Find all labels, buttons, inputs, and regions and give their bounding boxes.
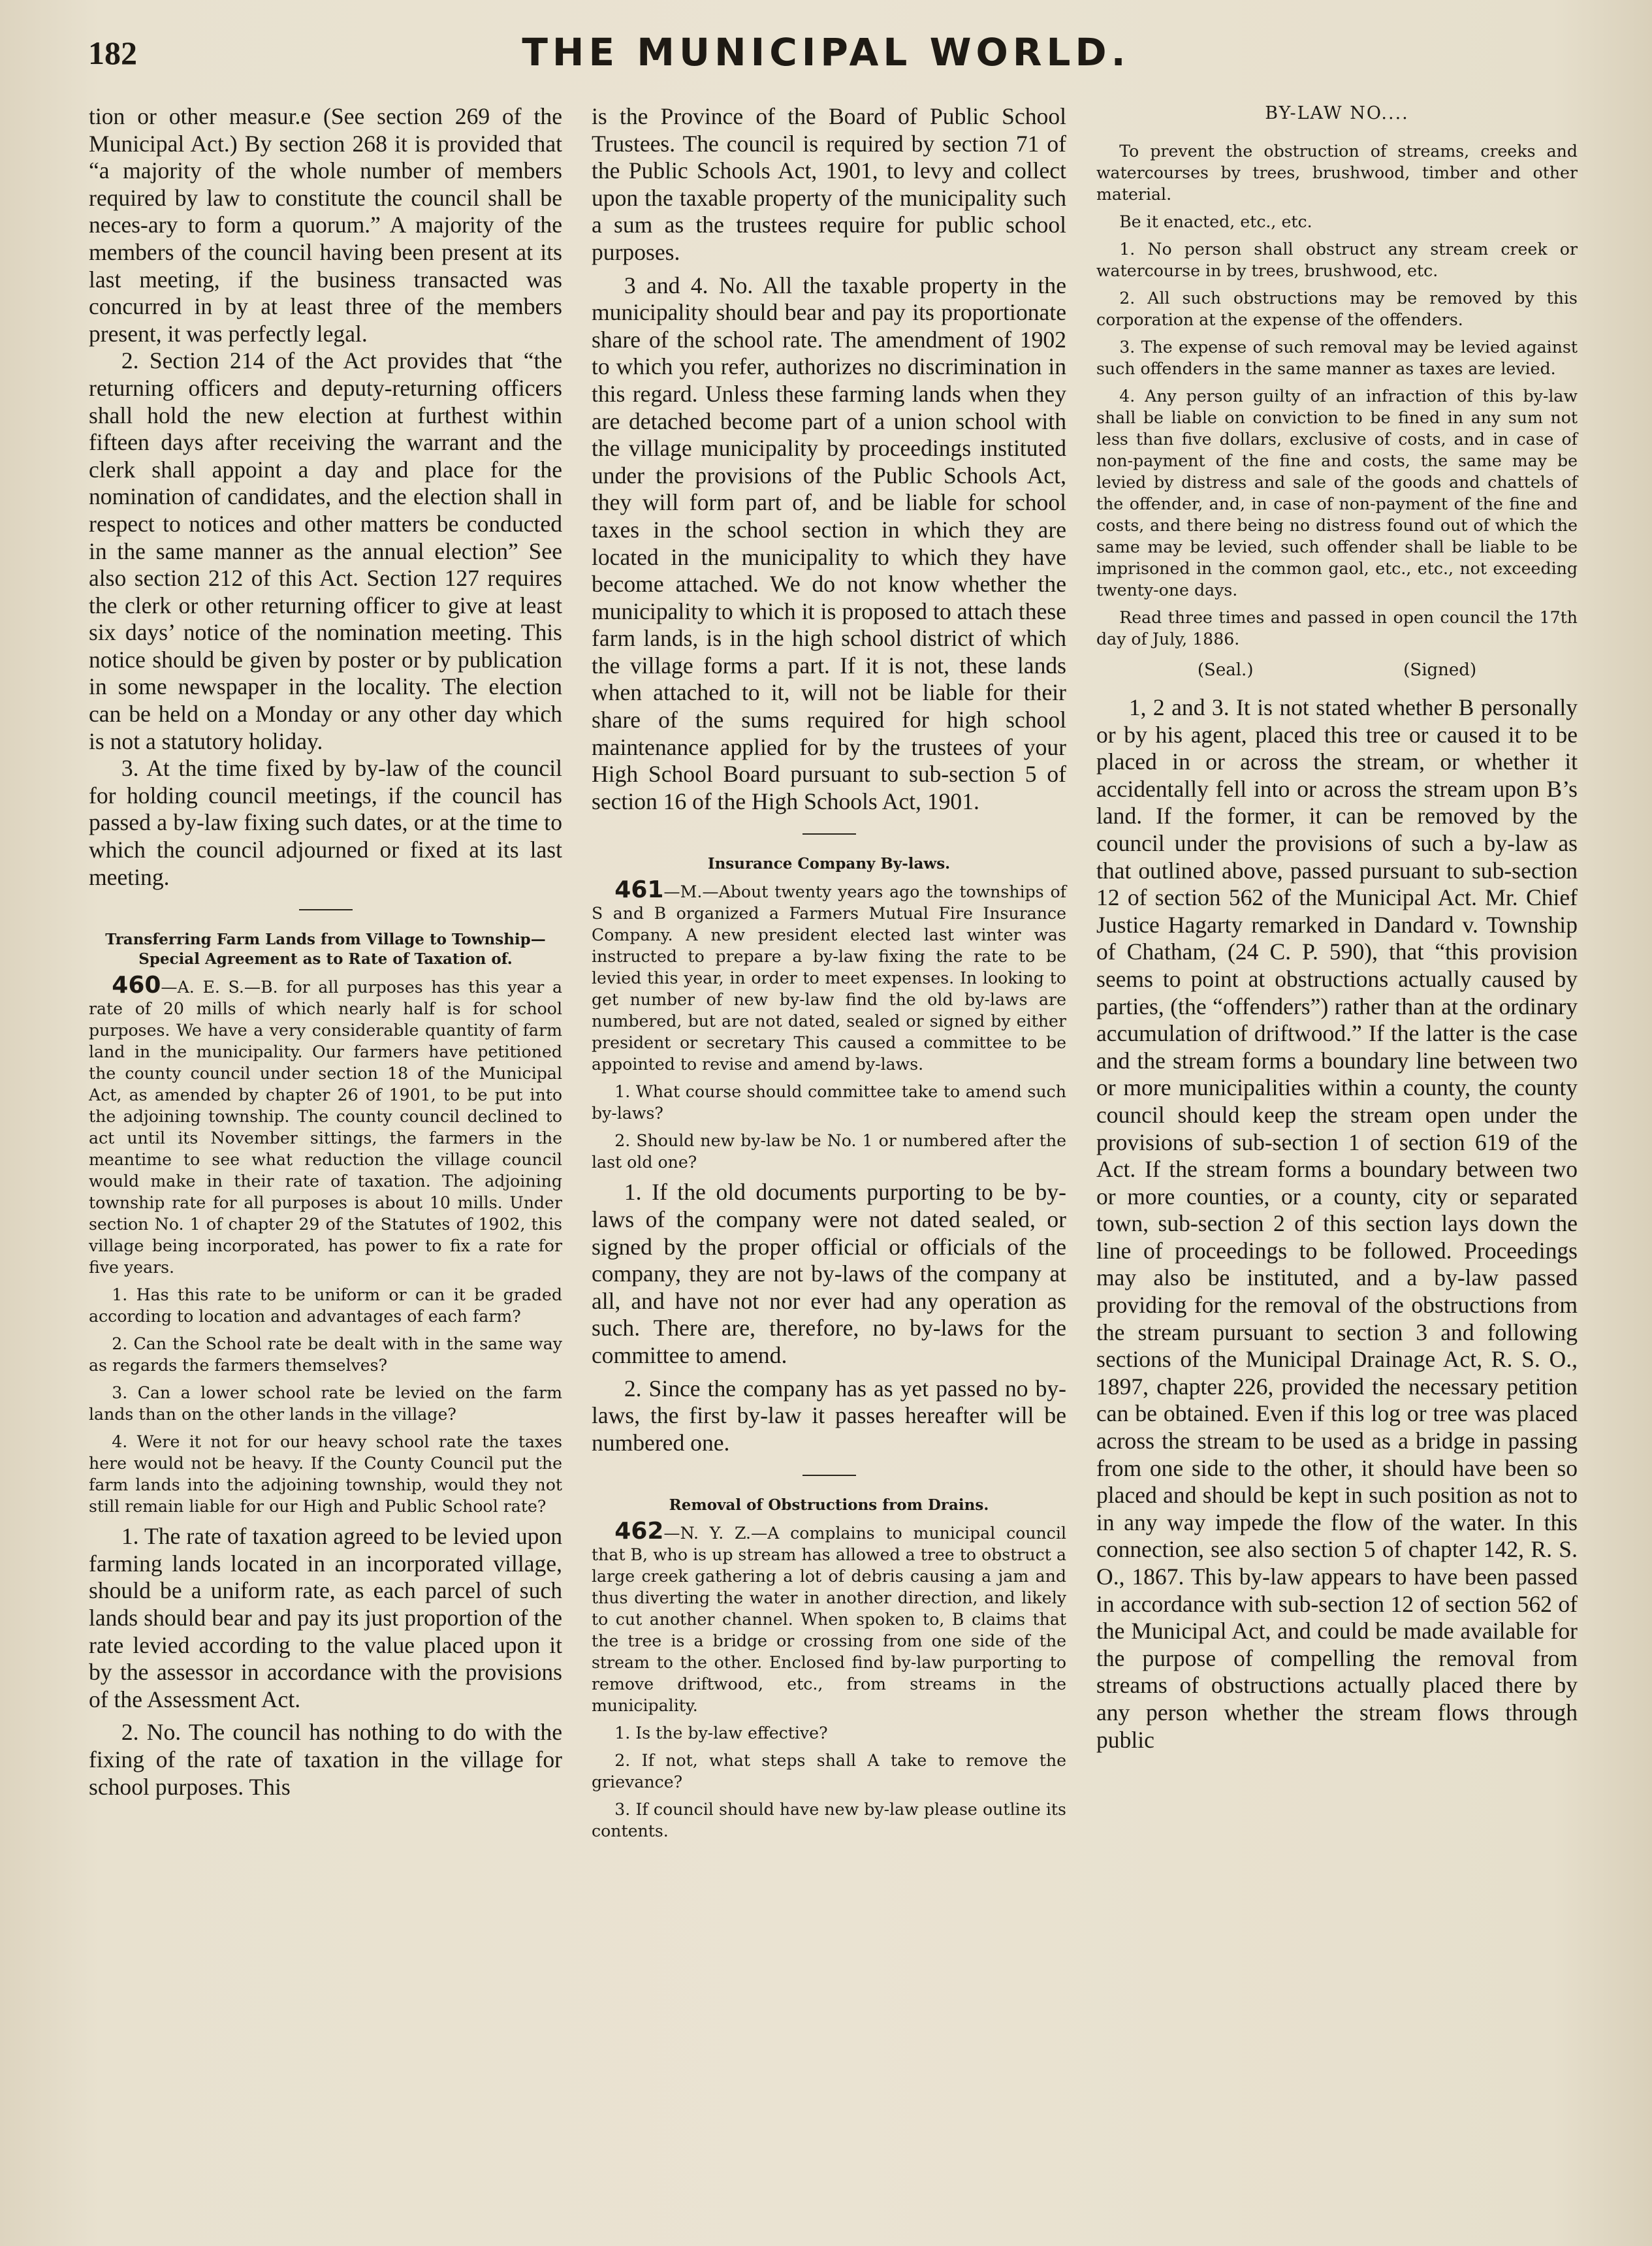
bylaw-read: Read three times and passed in open council the 17th day of July, 1886. — [1096, 608, 1578, 649]
signed-label: (Signed) — [1403, 660, 1477, 680]
question-number: 461 — [614, 876, 664, 904]
sub-question: 3. If council should have new by-law please outline its contents. — [592, 1800, 1066, 1841]
paragraph: tion or other measur.e (See section 269 of the Municipal Act.) By section 268 it is provided that “a majority of the whole number of members required by law to constitute the council shall be neces-ary to form a quorum.” A majority of the members of the council having been present at its last meeting, if the business transacted was concurred in by at least three of the members present, it was perfectly legal. — [89, 103, 562, 347]
section-heading: Insurance Company By-laws. — [707, 855, 951, 873]
question-460 — [89, 974, 562, 1278]
question-text: —A. E. S.—B. for all purposes has this year a rate of 20 mills of which nearly half is for school purposes. We have a very considerable quantity of farm land in the municipality. Our farmers have petitioned the county council under section 18 of the Municipal Act, as amended by chapter 26 of 1901, to be put into the adjoining township. The county council declined to act until its November sittings, the farmers in the meantime to see what reduction the village council would make in their rate of taxation. The adjoining township rate for all purposes is about 10 mills. Under section No. 1 of chapter 29 of the Statutes of 1902, this village being incorporated, has power to fix a rate for five years. — [89, 978, 562, 1277]
sub-question: 1. What course should committee take to amend such by-laws? — [592, 1082, 1066, 1123]
sub-question: 2. Should new by-law be No. 1 or numbered after the last old one? — [592, 1131, 1066, 1172]
column-3 — [1096, 103, 1578, 1754]
answer: 1. If the old documents purporting to be by-laws of the company were not dated sealed, or signed by the proper official or officials of the company, they are not by-laws of the company at all, and have not nor ever had any operation as such. There are, therefore, no by-laws for the committee to amend. — [592, 1179, 1066, 1368]
question-462 — [592, 1520, 1066, 1716]
question-number: 462 — [614, 1518, 664, 1545]
sub-question: 1. Has this rate to be uniform or can it be graded according to location and advantages of each farm? — [89, 1285, 562, 1326]
page-number: 182 — [88, 35, 137, 71]
column-1 — [89, 103, 562, 1801]
paragraph: 3. At the time fixed by by-law of the council for holding council meetings, if the council has passed a by-law fixing such dates, or at the time to which the council adjourned or fixed at its last meeting. — [89, 755, 562, 890]
question-461 — [592, 876, 1066, 1075]
sub-question: 4. Were it not for our heavy school rate the taxes here would not be heavy. If the County Council put the farm lands into the adjoining township, would they not still remain liable for our High and Public School rate? — [89, 1432, 562, 1516]
sub-question: 1. Is the by-law effective? — [614, 1724, 828, 1743]
section-divider — [802, 1475, 856, 1476]
answer: 2. No. The council has nothing to do with the fixing of the rate of taxation in the village for school purposes. This — [89, 1719, 562, 1800]
paragraph: 3 and 4. No. All the taxable property in the municipality should bear and pay its proportionate share of the school rate. The amendment of 1902 to which you refer, authorizes no discrimination in this regard. Unless these farming lands when they are detached become part of a union school with the village municipality by proceedings instituted under the provisions of the Public Schools Act, they will form part of, and be liable for school taxes in the school section in which they are located in the municipality to which they have become attached. We do not know whether the municipality to which it is proposed to attach these farm lands, is in the high school district of which the village forms a part. If it is not, these lands when attached to it, will not be liable for their share of the sums required for high school maintenance applied for by the trustees of your High School Board pursuant to sub-section 5 of section 16 of the High Schools Act, 1901. — [592, 272, 1066, 814]
question-number: 460 — [112, 972, 161, 999]
sub-question: 2. If not, what steps shall A take to remove the grievance? — [592, 1751, 1066, 1792]
answer: 1, 2 and 3. It is not stated whether B personally or by his agent, placed this tree or caused it to be placed in or across the stream, or whether it accidentally fell into or across the stream upon B’s land. If the former, it can be removed by the council under the provisions of such a by-law as that outlined above, passed pursuant to sub-section 12 of section 562 of the Municipal Act. Mr. Chief Justice Hagarty remarked in Dandard v. Township of Chatham, (24 C. P. 590), that “this provision seems to point at obstructions actually caused by parties, (the “offenders”) rather than at the ordinary accumulation of driftwood.” If the latter is the case and the stream forms a boundary line between two or more municipalities within a county, the county council should keep the stream open under the provisions of sub-section 1 of section 619 of the Act. If the stream forms a boundary between two or more counties, or a county, city or separated town, sub-section 2 of this section lays down the line of proceedings to be followed. Proceedings may also be instituted, and a by-law passed providing for the removal of the obstructions from the stream pursuant to section 3 and following sections of the Municipal Drainage Act, R. S. O., 1897, chapter 226, provided the necessary petition can be obtained. Even if this log or tree was placed across the stream to be used as a bridge in passing from one side to the other, it should have been so placed and should be kept in such position as not to in any way impede the flow of the water. In this connection, see also section 5 of chapter 142, R. S. O., 1867. This by-law appears to have been passed in accordance with sub-section 12 of section 562 of the Municipal Act, and could be made available for the purpose of compelling the removal from streams of obstructions actually placed there by any person whether the stream flows through public — [1096, 694, 1578, 1753]
question-text: —N. Y. Z.—A complains to municipal council that B, who is up stream has allowed a tree to obstruct a large creek gathering a lot of debris causing a jam and thus diverting the water in another direction, and likely to cut another channel. When spoken to, B claims that the tree is a bridge or crossing from one side of the stream to the other. Enclosed find by-law purporting to remove driftwood, etc., from streams in the municipality. — [592, 1524, 1066, 1716]
paragraph: 2. Section 214 of the Act provides that “the returning officers and deputy-returning officers shall hold the new election at furthest within fifteen days after receiving the warrant and the clerk shall appoint a day and place for the nomination of candidates, and the election shall in respect to notices and other matters be conducted in the same manner as the annual election” See also section 212 of this Act. Section 127 requires the clerk or other returning officer to give at least six days’ notice of the nomination meeting. This notice should be given by poster or by publication in some newspaper in the locality. The election can be held on a Monday or any other day which is not a statutory holiday. — [89, 347, 562, 754]
section-divider — [299, 909, 353, 910]
bylaw-section: 1. No person shall obstruct any stream creek or watercourse in by trees, brushwood, etc. — [1096, 240, 1578, 280]
column-2 — [592, 103, 1066, 1842]
question-text: —M.—About twenty years ago the townships of S and B organized a Farmers Mutual Fire Insurance Company. A new president elected last winter was instructed to prepare a by-law fixing the rate to be levied this year, in order to meet expenses. In looking to get number of new by-law find the old by-laws are numbered, but are not dated, sealed or signed by either president or secretary This caused a committee to be appointed to revise and amend by-laws. — [592, 882, 1066, 1074]
bylaw-enacted: Be it enacted, etc., etc. — [1119, 212, 1312, 231]
section-heading: Transferring Farm Lands from Village to Township—Special Agreement as to Rate of Taxation of. — [105, 931, 546, 969]
answer: 2. Since the company has as yet passed no by-laws, the first by-law it passes hereafter will be numbered one. — [592, 1375, 1066, 1456]
sub-question: 3. Can a lower school rate be levied on the farm lands than on the other lands in the village? — [89, 1383, 562, 1424]
section-heading: Removal of Obstructions from Drains. — [669, 1496, 989, 1515]
bylaw-title: BY-LAW NO.... — [1265, 103, 1409, 123]
bylaw-section: 2. All such obstructions may be removed by this corporation at the expense of the offenders. — [1096, 289, 1578, 329]
sub-question: 2. Can the School rate be dealt with in the same way as regards the farmers themselves? — [89, 1334, 562, 1375]
signature-line — [1122, 660, 1551, 680]
paragraph: is the Province of the Board of Public School Trustees. The council is required by section 71 of the Public Schools Act, 1901, to levy and collect upon the taxable property of the municipality such a sum as the trustees require for public school purposes. — [592, 103, 1066, 265]
masthead-title: THE MUNICIPAL WORLD. — [522, 30, 1130, 74]
section-divider — [802, 833, 856, 835]
answer: 1. The rate of taxation agreed to be levied upon farming lands located in an incorporated village, should be a uniform rate, as each parcel of such lands should bear and pay its just proportion of the rate levied according to the value placed upon it by the assessor in accordance with the provisions of the Assessment Act. — [89, 1523, 562, 1712]
bylaw-section: 4. Any person guilty of an infraction of this by-law shall be liable on conviction to be fined in any sum not less than five dollars, exclusive of costs, and in case of non-payment of the fine and costs, the same may be levied by distress and sale of the goods and chattels of the offender, and, in case of non-payment of the fine and costs, and there being no distress found out of which the same may be levied, such offender shall be liable to be imprisoned in the common gaol, etc., etc., not exceeding twenty-one days. — [1096, 387, 1578, 600]
bylaw-preamble: To prevent the obstruction of streams, creeks and watercourses by trees, brushwood, timber and other material. — [1096, 142, 1578, 204]
bylaw-section: 3. The expense of such removal may be levied against such offenders in the same manner as taxes are levied. — [1096, 338, 1578, 378]
seal-label: (Seal.) — [1197, 660, 1254, 680]
